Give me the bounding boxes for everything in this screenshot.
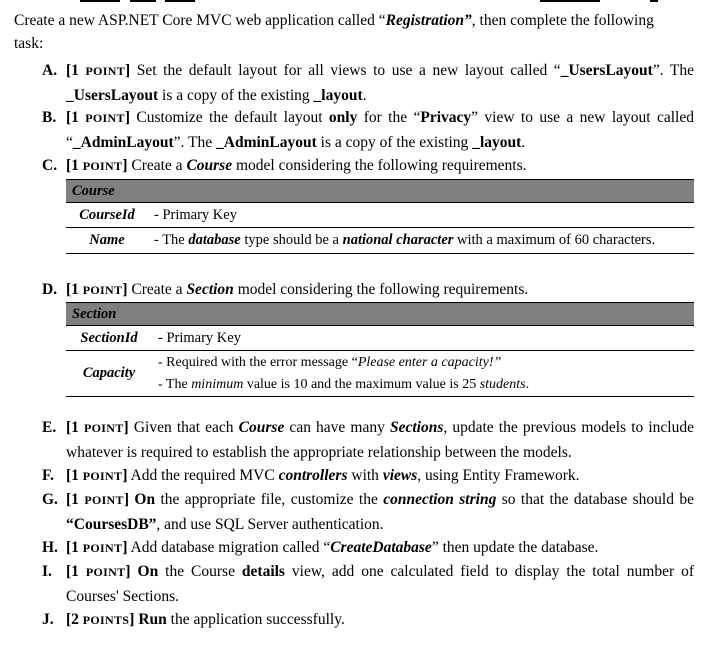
task-a: A. [1 POINT] Set the default layout for all views to use a new layout called “_UsersLayout”. The _UsersLayout is a copy of the existing _layout.	[42, 62, 694, 104]
points-badge: [1 POINT]	[66, 109, 130, 126]
table-row: Capacity - Required with the error message “Please enter a capacity!” - The minimum value is 10 and the maximum value is 25 students.	[66, 351, 694, 397]
points-badge: [1 POINT]	[66, 419, 129, 436]
section-requirements-table	[66, 302, 694, 397]
course-requirements-table	[66, 179, 694, 254]
table-row: SectionId - Primary Key	[66, 326, 694, 351]
task-e: E. [1 POINT] Given that each Course can have many Sections, update the previous models to include whatever is required to establish the appropriate relationship between the models.	[42, 419, 694, 461]
task-h: H. [1 POINT] Add database migration called “CreateDatabase” then update the database.	[42, 539, 599, 556]
table-row: CourseId - Primary Key	[66, 203, 694, 228]
cropped-heading-remnant	[0, 0, 718, 4]
points-badge: [1 POINT]	[66, 563, 131, 580]
points-badge: [1 POINT]	[66, 62, 131, 79]
task-d: D. [1 POINT] Create a Section model considering the following requirements.	[42, 281, 529, 298]
task-b: B. [1 POINT] Customize the default layout only for the “Privacy” view to use a new layout called “_AdminLayout”. The _AdminLayout is a copy of the existing _layout.	[42, 109, 694, 151]
task-f: F. [1 POINT] Add the required MVC controllers with views, using Entity Framework.	[42, 467, 580, 484]
course-table-title: Course	[66, 180, 694, 203]
points-badge: [1 POINT]	[66, 467, 128, 484]
task-i: I. [1 POINT] On the Course details view, add one calculated field to display the total number of Courses' Sections.	[42, 563, 694, 605]
points-badge: [1 POINT]	[66, 157, 128, 174]
points-badge: [2 POINTS]	[66, 611, 135, 628]
points-badge: [1 POINT]	[66, 491, 129, 508]
intro-paragraph: Create a new ASP.NET Core MVC web application called “Registration”, then complete the following task:	[14, 12, 654, 52]
task-j: J. [2 POINTS] Run the application successfully.	[42, 611, 345, 628]
section-table-title: Section	[66, 303, 694, 326]
table-row: Name - The database type should be a national character with a maximum of 60 characters.	[66, 228, 694, 254]
task-c: C. [1 POINT] Create a Course model considering the following requirements.	[42, 157, 527, 174]
points-badge: [1 POINT]	[66, 281, 128, 298]
points-badge: [1 POINT]	[66, 539, 128, 556]
task-g: G. [1 POINT] On the appropriate file, customize the connection string so that the database should be “CoursesDB”, and use SQL Server authentication.	[42, 491, 694, 533]
